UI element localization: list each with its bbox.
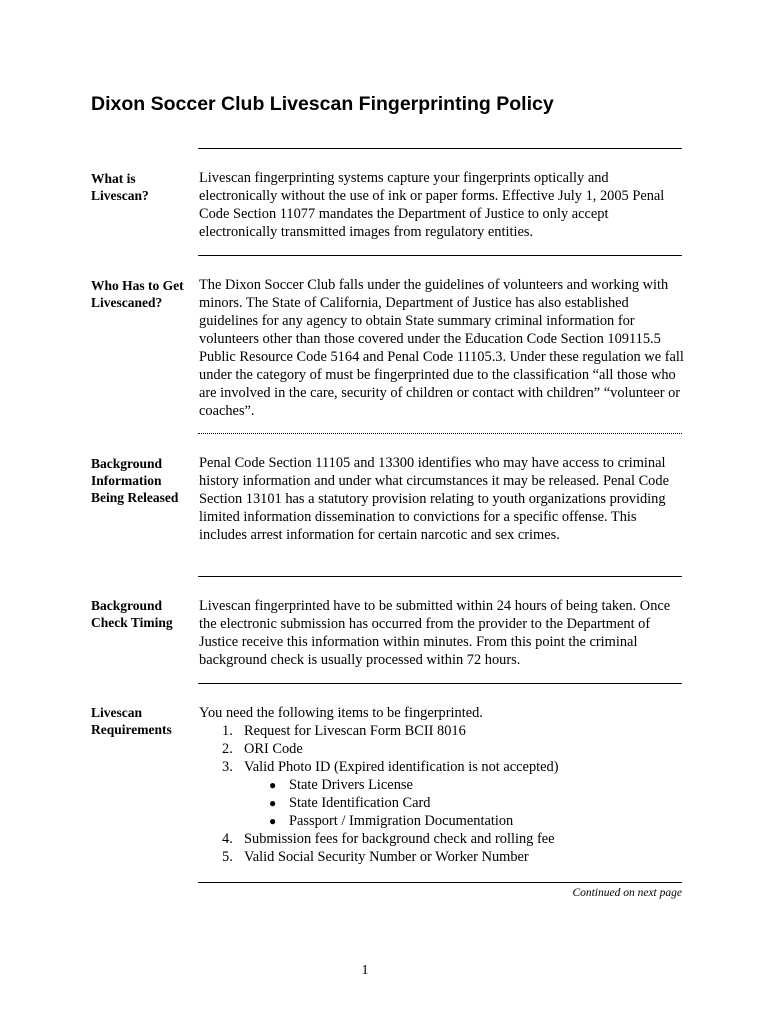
section-label-who-has-to-get-livescaned: Who Has to Get Livescaned?: [91, 278, 184, 310]
list-item: ● Passport / Immigration Documentation: [269, 813, 514, 829]
list-item: 2. ORI Code: [222, 741, 303, 757]
section-divider: [198, 148, 682, 149]
section-text-what-is-livescan: [199, 169, 687, 241]
list-item: ● State Identification Card: [269, 795, 431, 811]
id-types-list: [199, 776, 687, 830]
section-text-who-has-to-get-livescaned: [199, 276, 687, 420]
section-divider: [198, 433, 682, 434]
list-item: ● State Drivers License: [269, 777, 413, 793]
list-item: 3. Valid Photo ID (Expired identification is not accepted): [222, 759, 559, 775]
bullet-icon: ●: [269, 796, 277, 810]
requirements-list: [199, 722, 687, 776]
paragraph: Penal Code Section 11105 and 13300 identifies who may have access to criminal history information and under what circumstances it may be released. Penal Code Section 13101 has a statutory provision relating to youth organizations providing limited information dissemination to convictions for a specific offense. This includes arrest information for certain narcotic and sex crimes.: [199, 455, 669, 543]
section-text-background-check-timing: [199, 597, 687, 669]
bullet-icon: ●: [269, 778, 277, 792]
section-label-background-check-timing: Background Check Timing: [91, 598, 173, 630]
section-divider: [198, 683, 682, 684]
page-number: 1: [361, 963, 369, 978]
section-label-background-information: Background Information Being Released: [91, 456, 179, 505]
section-label-livescan-requirements: Livescan Requirements: [91, 705, 172, 737]
section-divider: [198, 576, 682, 577]
section-text-livescan-requirements: [199, 704, 687, 866]
section-divider: [198, 882, 682, 883]
paragraph: Livescan fingerprinted have to be submitted within 24 hours of being taken. Once the electronic submission has occurred from the provider to the Department of Justice receive this information within minutes. From this point the criminal background check is usually processed within 72 hours.: [199, 598, 671, 668]
bullet-icon: ●: [269, 814, 277, 828]
paragraph: The Dixon Soccer Club falls under the guidelines of volunteers and working with minors. The State of California, Department of Justice has also established guidelines for any agency to obtain State summary criminal information for volunteers other than those covered under the Education Code Section 109115.5 Public Resource Code 5164 and Penal Code 11105.3. Under these regulation we fall under the category of must be fingerprinted due to the classification “all those who are involved in the care, security of children or contact with children” “volunteer or coaches”.: [199, 277, 684, 419]
section-label-what-is-livescan: What is Livescan?: [91, 171, 149, 203]
list-item: 5. Valid Social Security Number or Worker Number: [222, 849, 529, 865]
paragraph: Livescan fingerprinting systems capture your fingerprints optically and electronically without the use of ink or paper forms. Effective July 1, 2005 Penal Code Section 11077 mandates the Department of Justice to only accept electronically transmitted images from regulatory entities.: [199, 170, 665, 240]
list-item: 1. Request for Livescan Form BCII 8016: [222, 723, 466, 739]
section-text-background-information: [199, 454, 687, 544]
section-divider: [198, 255, 682, 256]
list-item: 4. Submission fees for background check and rolling fee: [222, 831, 555, 847]
page-title: Dixon Soccer Club Livescan Fingerprinting Policy: [91, 93, 554, 115]
requirements-list-continued: [199, 830, 687, 866]
requirements-intro: You need the following items to be fingerprinted.: [199, 705, 483, 721]
continued-note: Continued on next page: [572, 887, 682, 899]
